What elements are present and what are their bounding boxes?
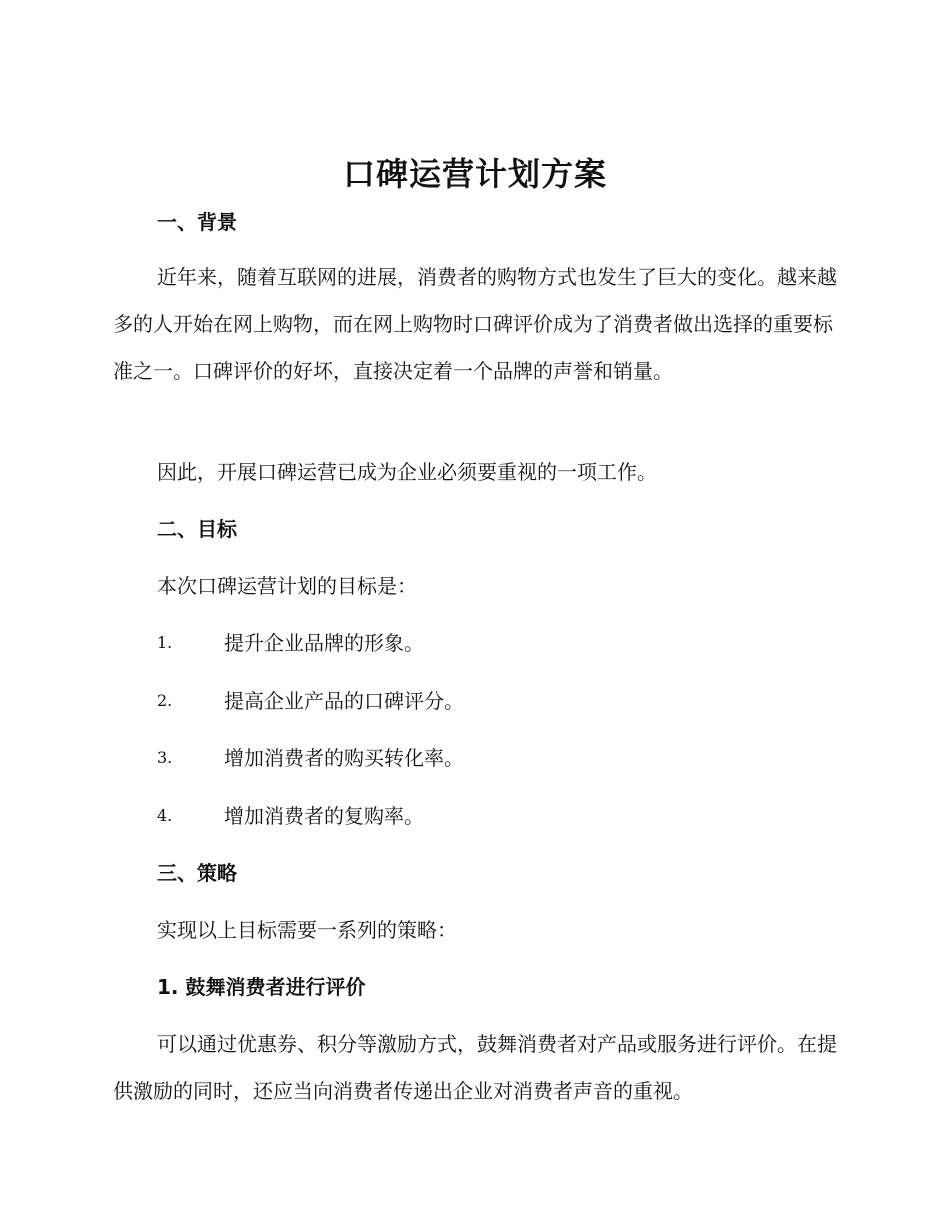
list-text: 增加消费者的复购率。 [224,804,424,828]
list-text: 提高企业产品的口碑评分。 [224,689,464,713]
goal-list-item [157,628,757,658]
list-number: 2. [157,691,173,710]
list-number: 4. [157,806,173,825]
subsection-heading-encourage-reviews: 1. 鼓舞消费者进行评价 [157,975,366,999]
goals-intro: 本次口碑运营计划的目标是： [157,574,417,598]
goal-list-item [157,743,757,773]
section-heading-goals: 二、目标 [157,517,237,541]
goal-list-item [157,686,757,716]
section-heading-strategy: 三、策略 [157,861,237,885]
list-number: 3. [157,748,173,767]
list-number: 1. [157,633,173,652]
list-text: 增加消费者的购买转化率。 [224,746,464,770]
section-heading-background: 一、背景 [157,210,237,234]
encourage-reviews-paragraph: 可以通过优惠券、积分等激励方式，鼓舞消费者对产品或服务进行评价。在提供激励的同时，还应当向消费者传递出企业对消费者声音的重视。 [113,1032,837,1103]
background-paragraph-2: 因此，开展口碑运营已成为企业必须要重视的一项工作。 [157,460,657,484]
list-text: 提升企业品牌的形象。 [224,631,424,655]
strategy-intro: 实现以上目标需要一系列的策略： [157,918,457,942]
background-paragraph-1: 近年来，随着互联网的进展，消费者的购物方式也发生了巨大的变化。越来越多的人开始在网上购物，而在网上购物时口碑评价成为了消费者做出选择的重要标准之一。口碑评价的好坏，直接决定着一个品牌的声誉和销量。 [113,265,837,383]
document-title: 口碑运营计划方案 [342,155,607,193]
goal-list-item [157,801,757,831]
